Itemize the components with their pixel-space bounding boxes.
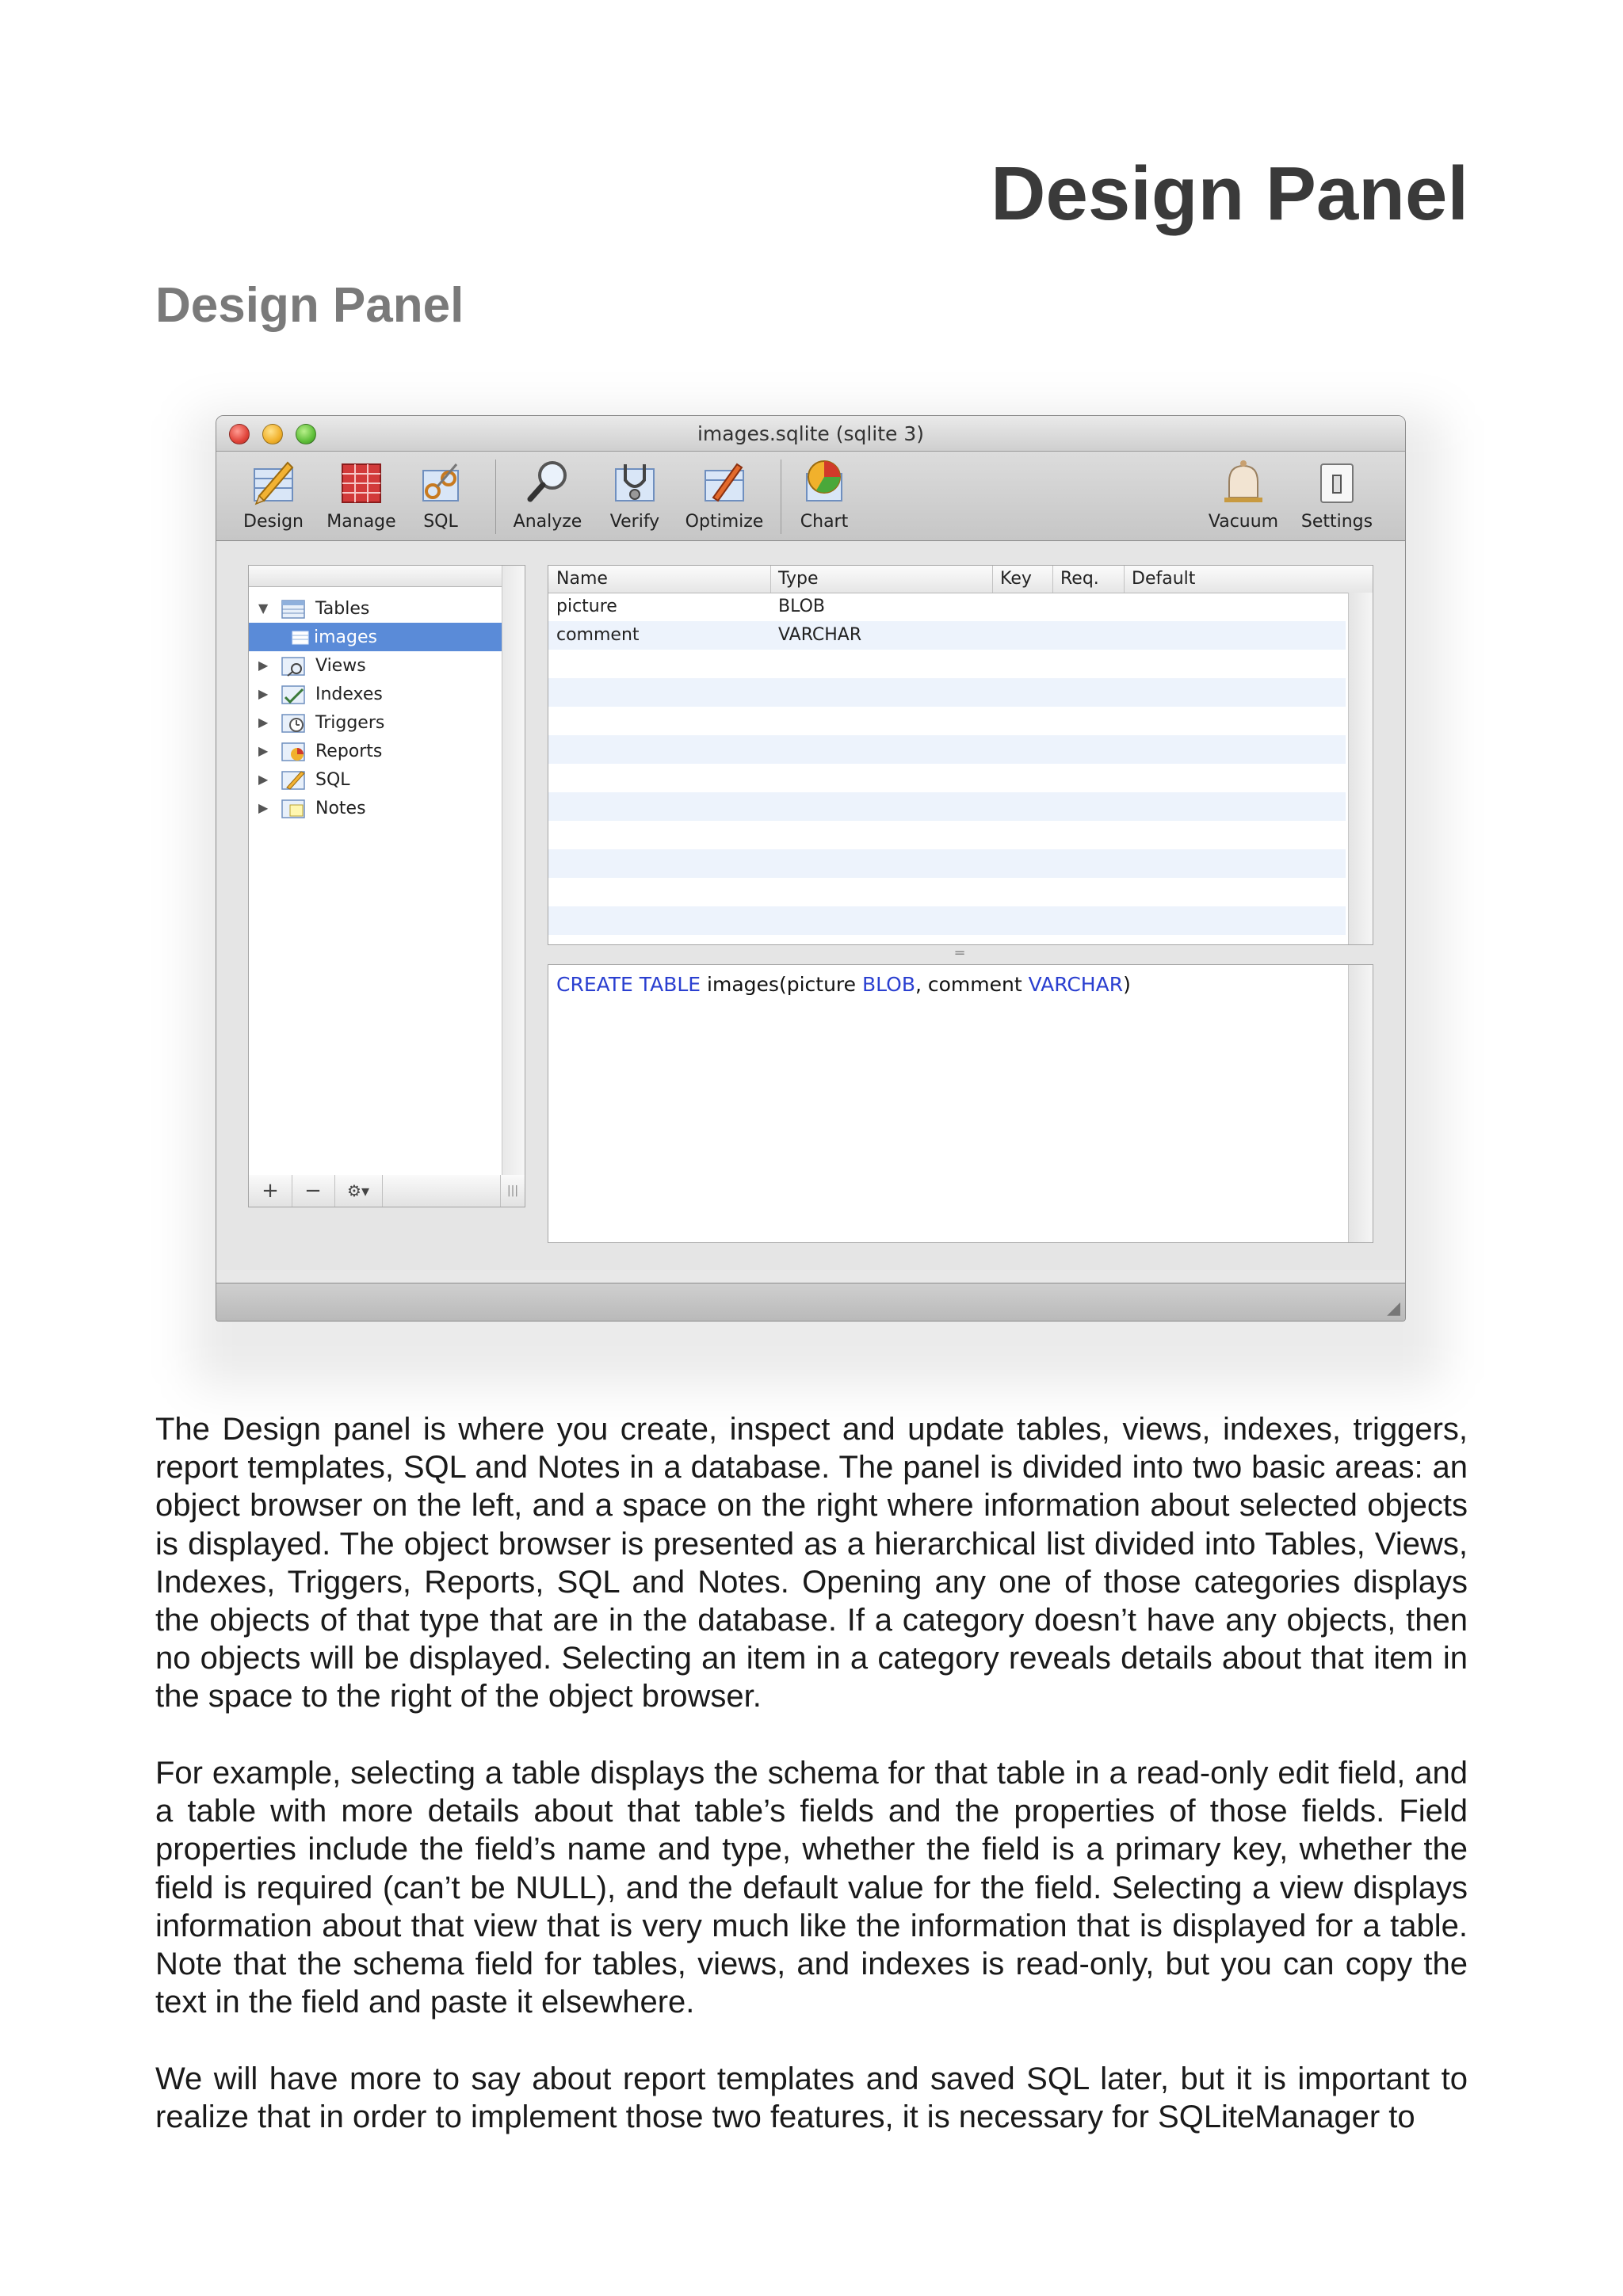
chart-button[interactable] xyxy=(790,456,858,532)
status-bar xyxy=(216,1283,1405,1322)
disclosure-closed-icon[interactable]: ▶ xyxy=(258,658,269,673)
toolbar-separator xyxy=(495,460,496,534)
tree-item-tables[interactable] xyxy=(249,594,502,623)
tree-item-notes[interactable] xyxy=(249,794,502,822)
tree-label-sql: SQL xyxy=(315,770,350,790)
design-label: Design xyxy=(243,512,304,532)
empty-row xyxy=(548,792,1346,821)
bell-jar-icon xyxy=(1218,456,1269,507)
tree-label-views: Views xyxy=(315,656,366,676)
cell-name: comment xyxy=(556,625,640,645)
app-window xyxy=(216,415,1406,1322)
gear-menu-button[interactable]: ⚙▾ xyxy=(334,1175,383,1207)
views-icon xyxy=(281,656,306,677)
tree-item-indexes[interactable] xyxy=(249,680,502,708)
object-browser-scrollbar[interactable] xyxy=(502,566,525,1176)
remove-button[interactable]: − xyxy=(292,1175,335,1207)
sql-button[interactable] xyxy=(413,456,468,532)
cell-name: picture xyxy=(556,597,617,616)
column-divider xyxy=(1124,566,1125,593)
column-header-type[interactable]: Type xyxy=(778,569,819,589)
paragraph-2: For example, selecting a table displays the schema for that table in a read-only edit field, and a table with more details about that table’s fields and the properties of those fields. Field properties include the field’s name and type, whether the field is a primary key, whether the field is required (can’t be NULL), and the default value for the field. Selecting a view displays information about that view that is very much like the information that is displayed for a table. Note that the schema field for tables, views, and indexes is read-only, but you can copy the text in the field and paste it elsewhere. xyxy=(155,1756,1468,2020)
indexes-icon xyxy=(281,685,306,705)
add-button[interactable]: + xyxy=(249,1175,292,1207)
object-browser-header xyxy=(249,566,525,587)
tree-label-tables: Tables xyxy=(315,599,370,619)
empty-row xyxy=(548,735,1346,764)
tree-label-indexes: Indexes xyxy=(315,685,383,704)
table-row[interactable] xyxy=(548,593,1346,621)
tree-label-triggers: Triggers xyxy=(315,713,385,733)
disclosure-closed-icon[interactable]: ▶ xyxy=(258,772,269,787)
disclosure-closed-icon[interactable]: ▶ xyxy=(258,743,269,758)
cell-type: BLOB xyxy=(778,597,825,616)
table-small-icon xyxy=(292,631,309,645)
object-browser-actions xyxy=(248,1175,525,1207)
sql-text: ) xyxy=(1123,973,1131,996)
tree-item-reports[interactable] xyxy=(249,737,502,765)
table-row[interactable] xyxy=(548,621,1346,650)
column-header-default[interactable]: Default xyxy=(1132,569,1196,589)
column-divider xyxy=(1052,566,1053,593)
schema-scrollbar[interactable] xyxy=(1348,965,1373,1242)
stethoscope-icon xyxy=(609,456,660,507)
sql-label: SQL xyxy=(423,512,458,532)
sql-scissors-icon xyxy=(415,456,466,507)
manage-button[interactable] xyxy=(326,456,397,532)
fields-table-header xyxy=(548,566,1373,593)
sql-keyword: BLOB xyxy=(861,973,915,996)
settings-button[interactable] xyxy=(1296,456,1378,532)
column-header-name[interactable]: Name xyxy=(556,569,608,589)
empty-row xyxy=(548,878,1346,906)
tree-item-images[interactable] xyxy=(249,623,502,651)
optimize-button[interactable] xyxy=(681,456,768,532)
cell-type: VARCHAR xyxy=(778,625,862,645)
tree-label-notes: Notes xyxy=(315,799,366,818)
manage-label: Manage xyxy=(327,512,396,532)
empty-row xyxy=(548,707,1346,735)
title-bar[interactable] xyxy=(216,416,1405,452)
column-divider xyxy=(992,566,993,593)
empty-row xyxy=(548,678,1346,707)
table-icon xyxy=(281,599,306,620)
disclosure-closed-icon[interactable]: ▶ xyxy=(258,800,269,815)
design-panel-content xyxy=(216,541,1405,1270)
design-button[interactable] xyxy=(239,456,308,532)
optimize-label: Optimize xyxy=(685,512,764,532)
wrench-table-icon xyxy=(699,456,750,507)
tree-item-sql[interactable] xyxy=(249,765,502,794)
vacuum-label: Vacuum xyxy=(1208,512,1279,532)
chart-label: Chart xyxy=(800,512,849,532)
fields-table xyxy=(548,565,1373,945)
schema-field[interactable] xyxy=(548,964,1373,1243)
empty-row xyxy=(548,849,1346,878)
disclosure-closed-icon[interactable]: ▶ xyxy=(258,686,269,701)
pie-chart-icon xyxy=(799,456,850,507)
window-title: images.sqlite (sqlite 3) xyxy=(697,422,925,445)
page-title: Design Panel xyxy=(991,151,1468,236)
disclosure-closed-icon[interactable]: ▶ xyxy=(258,715,269,730)
paragraph-3: We will have more to say about report templates and saved SQL later, but it is important to realize that in order to implement those two features, it is necessary for SQLiteManager to xyxy=(155,2061,1468,2135)
grid-table-icon xyxy=(336,456,387,507)
sql-keyword: VARCHAR xyxy=(1028,973,1124,996)
paragraph-1: The Design panel is where you create, inspect and update tables, views, indexes, triggers, report templates, SQL and Notes in a database. The panel is divided into two basic areas: an object browser on the left, and a space on the right where information about selected objects is displayed. The object browser is presented as a hierarchical list divided into Tables, Views, Indexes, Triggers, Reports, SQL and Notes. Opening any one of those categories displays the objects of that type that are in the database. If a category doesn’t have any objects, then no objects will be displayed. Selecting an item in a category reveals details about that item in the space to the right of the object browser. xyxy=(155,1412,1468,1714)
toolbar xyxy=(216,452,1405,541)
split-view-divider[interactable]: ═ xyxy=(955,945,964,962)
empty-row xyxy=(548,650,1346,678)
resize-grip-icon[interactable]: ◢ xyxy=(1387,1299,1400,1318)
analyze-label: Analyze xyxy=(513,512,582,532)
sql-text: , comment xyxy=(915,973,1029,996)
verify-label: Verify xyxy=(609,512,660,532)
schema-text xyxy=(556,973,1131,996)
column-header-key[interactable]: Key xyxy=(1000,569,1032,589)
sql-text: images(picture xyxy=(701,973,862,996)
tree-label-images: images xyxy=(314,627,377,647)
magnifier-icon xyxy=(522,456,573,507)
verify-button[interactable] xyxy=(603,456,666,532)
triggers-icon xyxy=(281,713,306,734)
sql-icon xyxy=(281,770,306,791)
disclosure-open-icon[interactable]: ▼ xyxy=(258,601,269,616)
column-divider xyxy=(770,566,771,593)
section-title: Design Panel xyxy=(155,278,464,333)
settings-label: Settings xyxy=(1300,512,1373,532)
object-browser xyxy=(248,565,525,1177)
reports-icon xyxy=(281,742,306,762)
empty-row xyxy=(548,906,1346,935)
empty-row xyxy=(548,821,1346,849)
fields-table-scrollbar[interactable] xyxy=(1348,593,1373,944)
vacuum-button[interactable] xyxy=(1204,456,1283,532)
column-header-req[interactable]: Req. xyxy=(1060,569,1099,589)
analyze-button[interactable] xyxy=(508,456,587,532)
pencil-ruler-icon xyxy=(248,456,299,507)
tree-label-reports: Reports xyxy=(315,742,383,761)
tree-item-triggers[interactable] xyxy=(249,708,502,737)
tree-item-views[interactable] xyxy=(249,651,502,680)
empty-row xyxy=(548,764,1346,792)
resize-handle[interactable]: ||| xyxy=(500,1175,525,1207)
sql-keyword: CREATE TABLE xyxy=(556,973,701,996)
switch-icon xyxy=(1312,456,1362,507)
notes-icon xyxy=(281,799,306,819)
